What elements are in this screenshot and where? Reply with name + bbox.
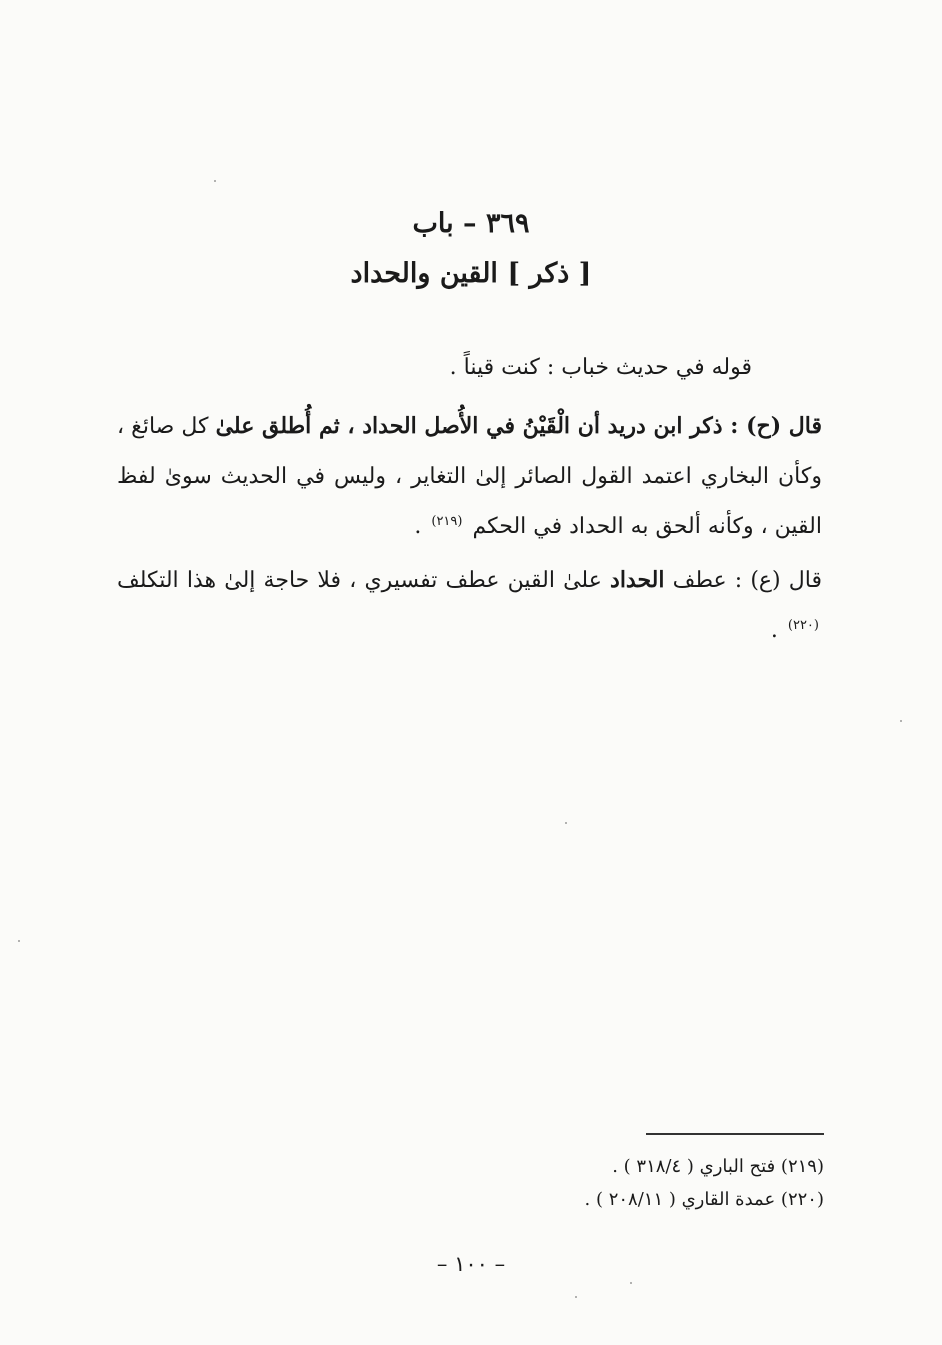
scan-speck: [575, 1296, 577, 1298]
footnote-ref-220[interactable]: (٢٢٠): [787, 617, 819, 633]
commentary-ha-text: كل صائغ ، وكأن البخاري اعتمد القول الصائر إلىٰ التغاير ، وليس في الحديث سوىٰ لفظ القين ، وكأنه ألحق به الحداد في الحكم: [117, 414, 822, 539]
commentary-ain-text: علىٰ القين عطف تفسيري ، فلا حاجة إلىٰ هذا التكلف: [117, 568, 602, 593]
sentence-end: .: [770, 618, 778, 643]
chapter-title-heading: [ ذكر ] القين والحداد: [350, 258, 592, 289]
footnote-separator: [646, 1133, 824, 1135]
footnote-220: (٢٢٠) عمدة القاري ( ٢٠٨/١١ ) .: [584, 1189, 824, 1210]
commentary-ain-bold-word: الحداد: [610, 567, 665, 593]
intro-paragraph: قوله في حديث خباب : كنت قيناً .: [449, 355, 752, 380]
commentary-ha-bold-text: قال (ح) : ذكر ابن دريد أن الْقَيْنُ في الأُصل الحداد ، ثم أُطلق علىٰ: [215, 413, 823, 439]
scan-speck: [214, 180, 216, 182]
commentary-ain-paragraph: [117, 555, 822, 656]
commentary-ain-start: قال (ع) : عطف: [672, 568, 823, 593]
footnote-219: (٢١٩) فتح الباري ( ٣١٨/٤ ) .: [612, 1156, 824, 1177]
footnote-ref-219[interactable]: (٢١٩): [431, 513, 463, 529]
chapter-number-heading: ٣٦٩ – باب: [412, 208, 530, 239]
scan-speck: [565, 822, 567, 824]
scan-speck: [630, 1282, 632, 1284]
footnotes: [324, 1150, 824, 1216]
scan-speck: [18, 940, 20, 942]
sentence-end: .: [414, 514, 422, 539]
page-number: – ١٠٠ –: [436, 1252, 506, 1276]
commentary-ha-paragraph: [117, 401, 822, 552]
scan-speck: [900, 720, 902, 722]
